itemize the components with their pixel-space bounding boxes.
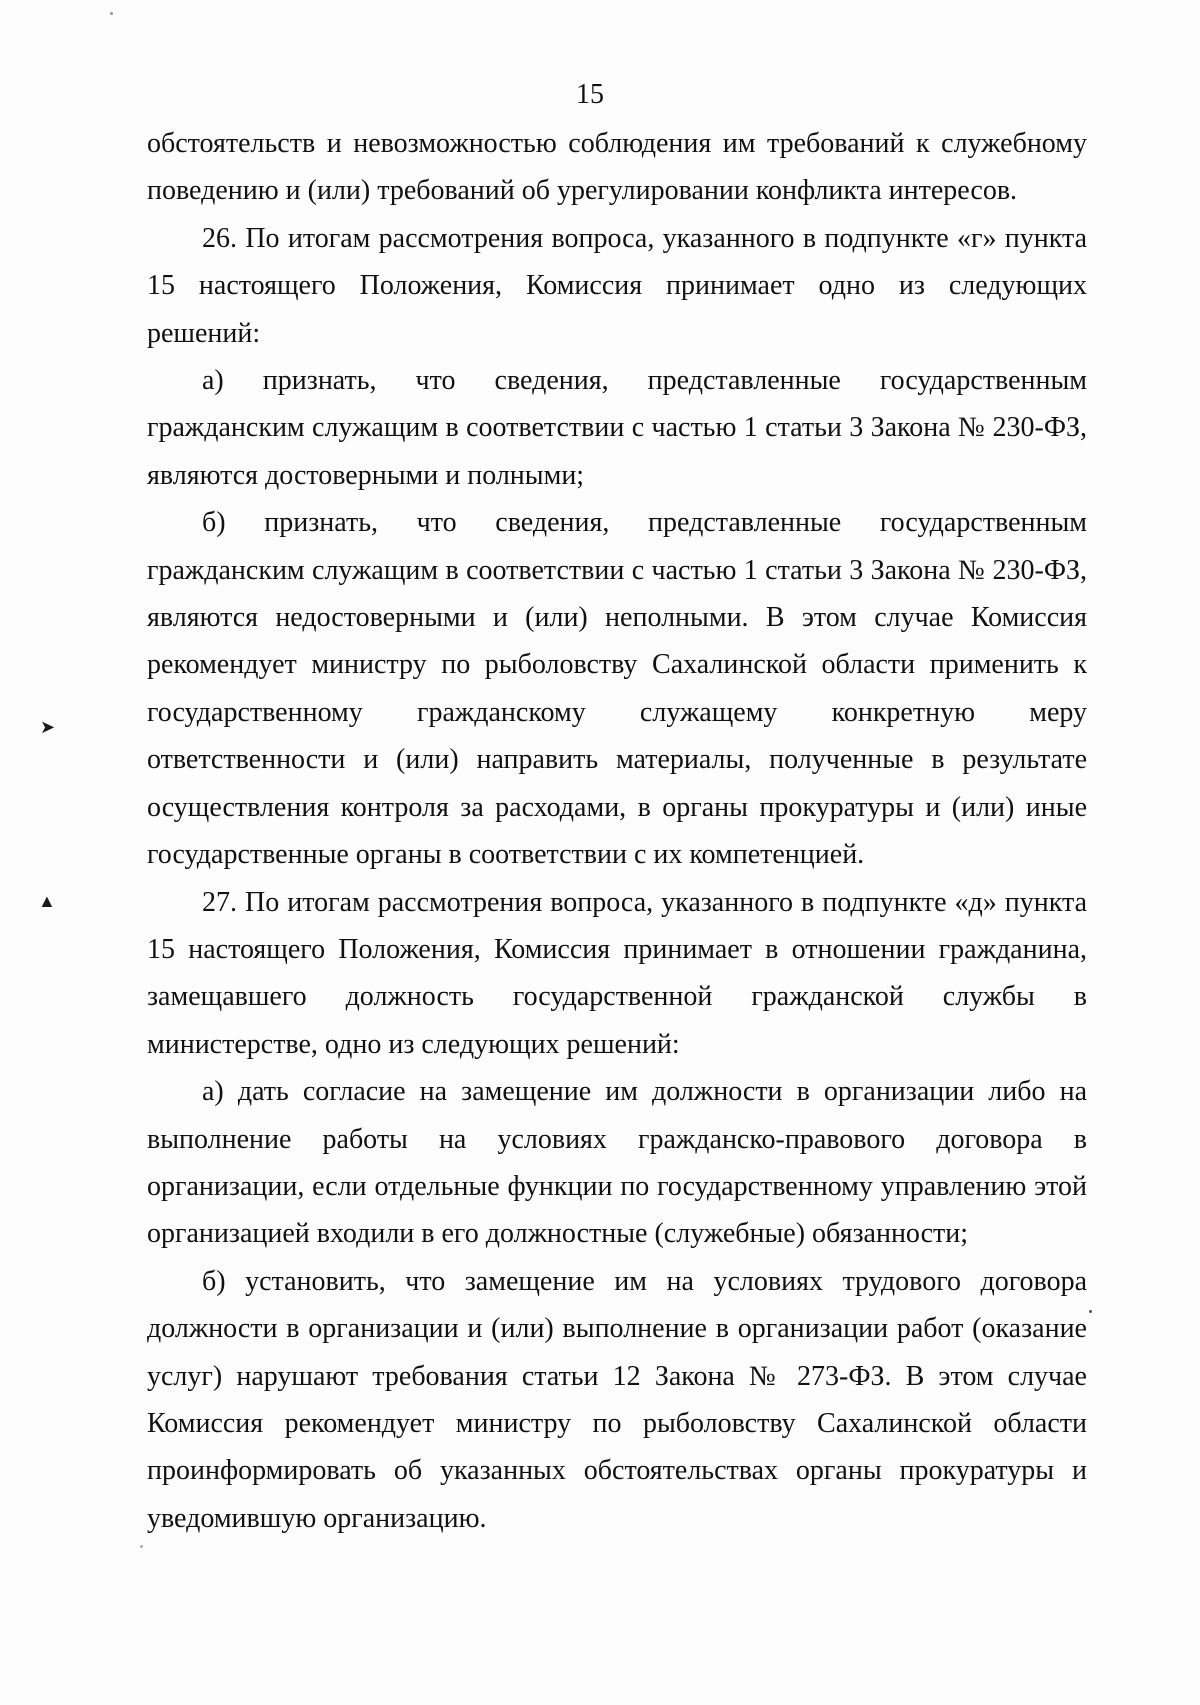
paragraph-continuation: обстоятельств и невозможностью соблюдения им требований к служебному поведению и (или) требований об урегулировании конфликта интересов. <box>147 128 1087 207</box>
paragraph-item-26: 26. По итогам рассмотрения вопроса, указанного в подпункте «г» пункта 15 настоящего Положения, Комиссия принимает одно из следующих решений: <box>147 222 1087 349</box>
scan-speck <box>1089 1310 1092 1313</box>
scan-mark-triangle-icon: ▲ <box>38 891 56 911</box>
page-number: 15 <box>576 79 604 110</box>
scan-mark-arrow-icon: ➤ <box>40 717 56 737</box>
paragraph-item-26-a: а) признать, что сведения, представленные государственным гражданским служащим в соответствии с частью 1 статьи 3 Закона № 230-ФЗ, являются достоверными и полными; <box>147 365 1087 491</box>
paragraph-item-27-b: б) установить, что замещение им на условиях трудового договора должности в организации и (или) выполнение в организации работ (оказание услуг) нарушают требования статьи 12 Закона № 273-ФЗ. В этом случае Комиссия рекомендует министру по рыболовству Сахалинской области проинформировать об указанных обстоятельствах органы прокуратуры и уведомившую организацию. <box>147 1265 1087 1534</box>
paragraph-item-26-b: б) признать, что сведения, представленные государственным гражданским служащим в соответствии с частью 1 статьи 3 Закона № 230-ФЗ, являются недостоверными и (или) неполными. В этом случае Комиссия рекомендует министру по рыболовству Сахалинской области применить к государственному гражданскому служащему конкретную меру ответственности и (или) направить материалы, полученные в результате осуществления контроля за расходами, в органы прокуратуры и (или) иные государственные органы в соответствии с их компетенцией. <box>147 507 1087 871</box>
paragraph-item-27-a: а) дать согласие на замещение им должности в организации либо на выполнение работы на условиях гражданско-правового договора в организации, если отдельные функции по государственному управлению этой организацией входили в его должностные (служебные) обязанности; <box>147 1076 1087 1250</box>
document-body <box>147 120 1087 1542</box>
scan-speck <box>110 12 113 15</box>
scan-speck <box>140 1545 143 1548</box>
paragraph-item-27: 27. По итогам рассмотрения вопроса, указанного в подпункте «д» пункта 15 настоящего Положения, Комиссия принимает в отношении гражданина, замещавшего должность государственной гражданской службы в министерстве, одно из следующих решений: <box>147 886 1087 1060</box>
